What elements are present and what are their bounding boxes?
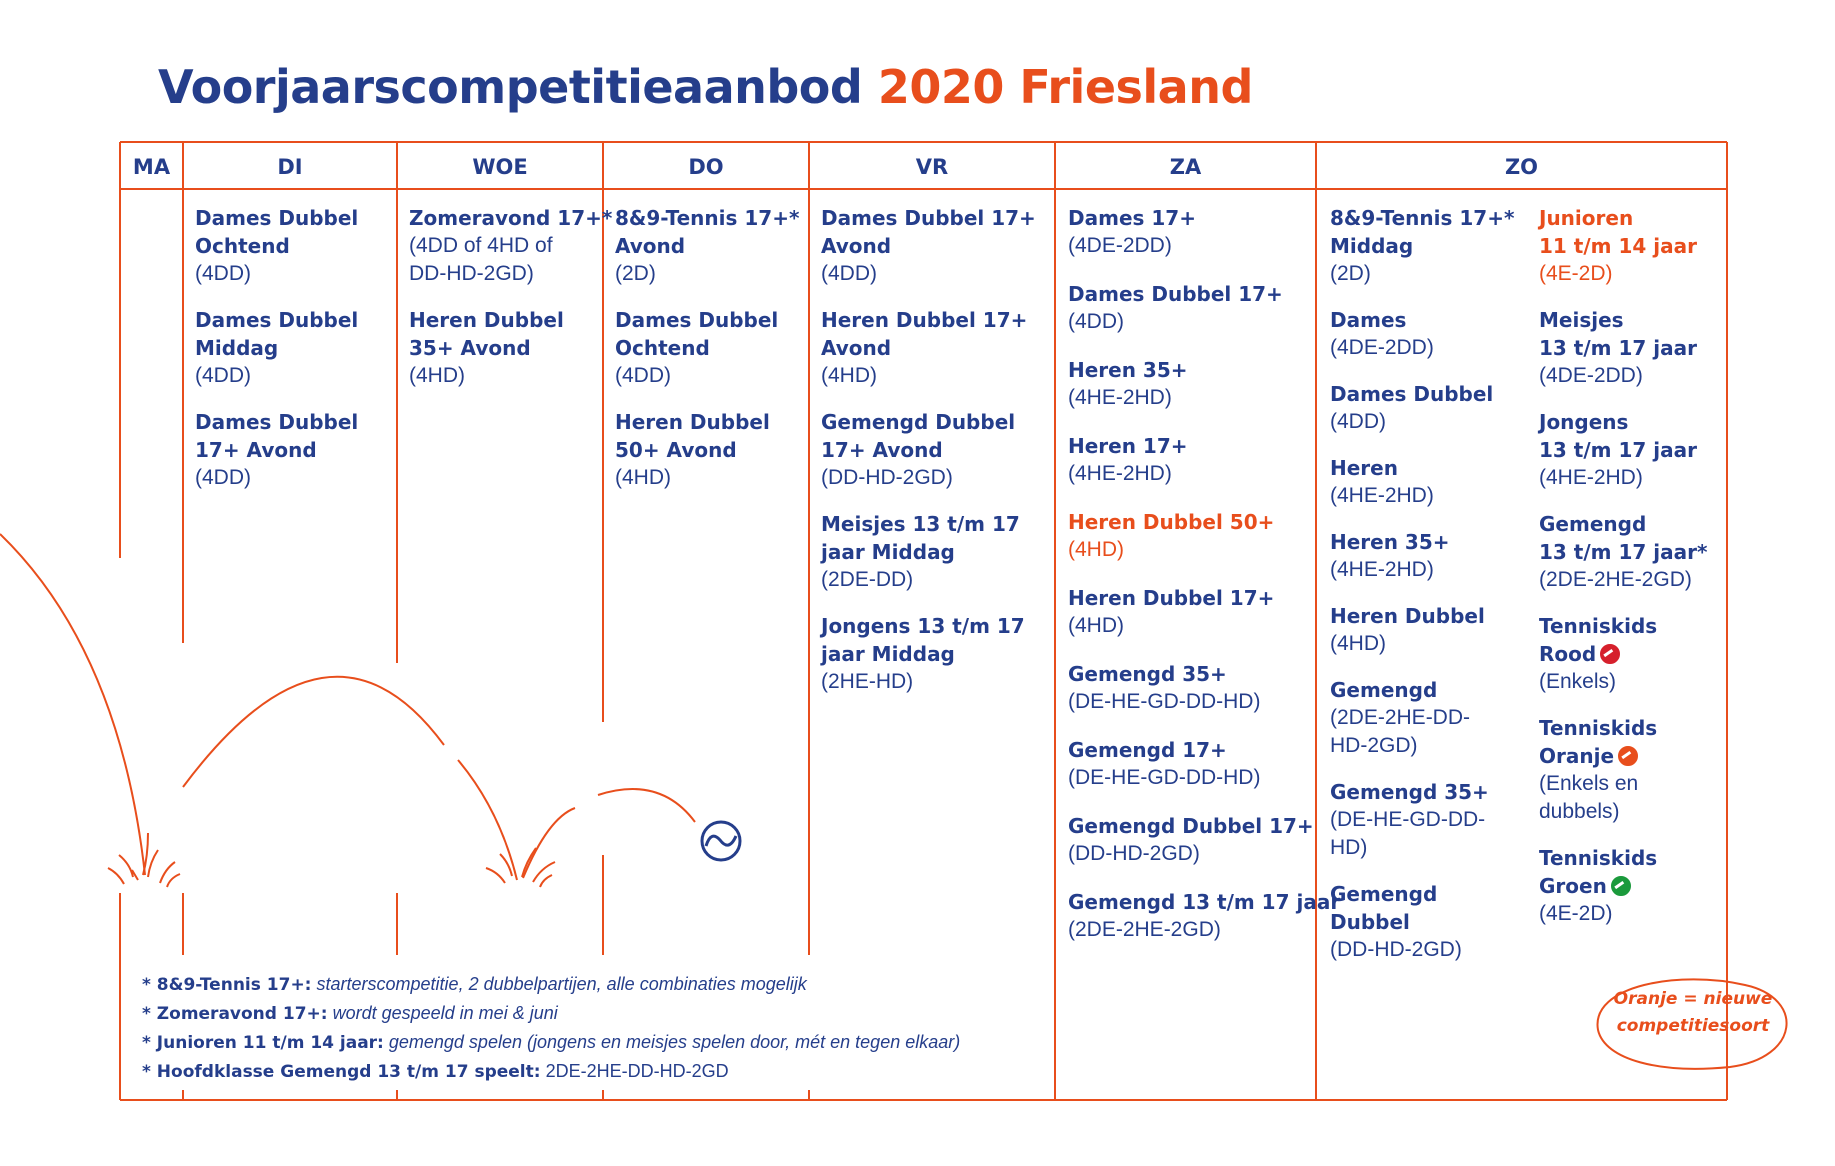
- red-tennis-ball-icon: [1600, 644, 1620, 664]
- competition-code: (4E-2D): [1539, 902, 1613, 925]
- competition-name-line-1: Meisjes: [1539, 308, 1624, 332]
- competition-code: (4DD): [195, 262, 251, 285]
- competition-name: Dames 17+: [1068, 206, 1196, 230]
- competition-entry: [409, 306, 603, 390]
- competition-entry: [1330, 306, 1525, 362]
- competition-name: Dames Dubbel 17+ Avond: [195, 410, 359, 462]
- competition-code-line-2: HD): [1330, 836, 1368, 859]
- competition-code: (4HE-2HD): [1068, 462, 1172, 485]
- competition-code-line-1: (DE-HE-GD-DD-: [1330, 808, 1486, 831]
- competition-name-line-1: Tenniskids: [1539, 614, 1658, 638]
- competition-code: (4HD): [821, 364, 877, 387]
- competition-name-line-1: Junioren: [1539, 206, 1634, 230]
- competition-name: Dames Dubbel Ochtend: [615, 308, 779, 360]
- competition-name: Heren 17+: [1068, 434, 1188, 458]
- competition-entry: [409, 204, 613, 288]
- competition-code: (4DE-2DD): [1068, 234, 1172, 257]
- competition-entry: [1330, 204, 1525, 288]
- competition-code: (2D): [615, 262, 656, 285]
- column-vr: [821, 204, 1053, 714]
- competition-entry: [615, 306, 809, 390]
- competition-entry: [1330, 528, 1525, 584]
- competition-code: (4HE-2HD): [1539, 466, 1643, 489]
- competition-entry-new: [1539, 204, 1725, 288]
- competition-entry: [1539, 612, 1725, 696]
- competition-name: Gemengd 35+: [1068, 662, 1227, 686]
- competition-code-line-2: dubbels): [1539, 800, 1620, 823]
- day-header-za: ZA: [1169, 155, 1202, 179]
- ball-trajectory-3: [458, 760, 517, 880]
- competition-entry: [1330, 454, 1525, 510]
- competition-name: Gemengd Dubbel 17+ Avond: [821, 410, 1016, 462]
- competition-name-line-1: Gemengd: [1330, 882, 1438, 906]
- competition-code: (4HE-2HD): [1330, 558, 1434, 581]
- competition-entry: [821, 204, 1053, 288]
- competition-code: (DD-HD-2GD): [1068, 842, 1200, 865]
- competition-entry: [1068, 584, 1314, 640]
- competition-entry: [1330, 602, 1525, 658]
- competition-code: (4HD): [1330, 632, 1386, 655]
- competition-name: Gemengd 17+: [1068, 738, 1227, 762]
- competition-name-line-2: Middag: [1330, 234, 1414, 258]
- competition-entry: [1068, 888, 1341, 944]
- competition-code-line-1: (Enkels en: [1539, 772, 1639, 795]
- competition-code-line-1: (4DD of 4HD of: [409, 234, 553, 257]
- footnote: * Zomeravond 17+: wordt gespeeld in mei & juni: [142, 1003, 558, 1024]
- competition-code: (4DD): [821, 262, 877, 285]
- competition-name: Heren Dubbel 35+ Avond: [409, 308, 564, 360]
- legend-line-1: Oranje = nieuwe: [1613, 989, 1773, 1009]
- footnote: * Junioren 11 t/m 14 jaar: gemengd spelen (jongens en meisjes spelen door, mét en tegen elkaar): [142, 1032, 961, 1053]
- competition-entry: [1539, 408, 1725, 492]
- competition-name-line-2: 13 t/m 17 jaar: [1539, 438, 1697, 462]
- competition-name: Gemengd 35+: [1330, 780, 1489, 804]
- competition-name: Meisjes 13 t/m 17 jaar Middag: [821, 512, 1020, 564]
- competition-name: Dames Dubbel 17+ Avond: [821, 206, 1036, 258]
- competition-name-line-2: 13 t/m 17 jaar: [1539, 336, 1697, 360]
- competition-code: (4DE-2DD): [1330, 336, 1434, 359]
- competition-entry: [615, 408, 809, 492]
- day-header-do: DO: [688, 155, 724, 179]
- competition-name: Heren Dubbel 17+ Avond: [821, 308, 1028, 360]
- column-di: [195, 204, 395, 510]
- competition-name-line-2: Rood: [1539, 640, 1725, 668]
- competition-name: Dames: [1330, 308, 1407, 332]
- competition-entry: [1068, 812, 1314, 868]
- competition-entry: [1539, 510, 1725, 594]
- competition-entry: [1330, 380, 1525, 436]
- competition-name: Dames Dubbel Middag: [195, 308, 359, 360]
- competition-entry: [195, 408, 395, 492]
- competition-code: (4HE-2HD): [1330, 484, 1434, 507]
- competition-name: Gemengd Dubbel 17+: [1068, 814, 1314, 838]
- competition-entry: [821, 510, 1053, 594]
- day-header-zo: ZO: [1504, 155, 1539, 179]
- competition-code: (4DD): [195, 364, 251, 387]
- competition-code: (4DD): [195, 466, 251, 489]
- competition-name: Gemengd 13 t/m 17 jaar: [1068, 890, 1341, 914]
- competition-name-line-1: Gemengd: [1539, 512, 1647, 536]
- competition-code-line-2: HD-2GD): [1330, 734, 1418, 757]
- day-header-di: DI: [277, 155, 303, 179]
- competition-code: (2DE-2HE-2GD): [1068, 918, 1221, 941]
- competition-name-line-1: Jongens: [1539, 410, 1629, 434]
- competition-code: (4HD): [1068, 538, 1124, 561]
- competition-name: 8&9-Tennis 17+* Avond: [615, 206, 800, 258]
- competition-code: (2DE-2HE-2GD): [1539, 568, 1692, 591]
- competition-entry: [1539, 714, 1725, 826]
- competition-code: (DD-HD-2GD): [821, 466, 953, 489]
- competition-entry: [821, 306, 1053, 390]
- competition-entry: [821, 612, 1053, 696]
- competition-entry: [195, 204, 395, 288]
- competition-code: (2HE-HD): [821, 670, 914, 693]
- competition-name: Heren Dubbel 50+: [1068, 510, 1275, 534]
- competition-name-line-2: 11 t/m 14 jaar: [1539, 234, 1697, 258]
- column-zo-right: [1539, 204, 1725, 946]
- column-za: [1068, 204, 1341, 964]
- bounce-mark-2: [486, 848, 555, 887]
- day-header-ma: MA: [132, 155, 171, 179]
- competition-name: Heren 35+: [1068, 358, 1188, 382]
- title-year-region: 2020 Friesland: [877, 60, 1253, 114]
- competition-entry: [1068, 280, 1314, 336]
- competition-entry: [1330, 778, 1525, 862]
- day-header-woe: WOE: [472, 155, 528, 179]
- competition-code: (DD-HD-2GD): [1330, 938, 1462, 961]
- competition-code: (Enkels): [1539, 670, 1617, 693]
- column-do: [615, 204, 809, 510]
- competition-entry: [195, 306, 395, 390]
- competition-entry: [1539, 844, 1725, 928]
- competition-name: Dames Dubbel Ochtend: [195, 206, 359, 258]
- competition-code: (2D): [1330, 262, 1371, 285]
- legend-new-competition: [1593, 986, 1793, 1040]
- footnote: * Hoofdklasse Gemengd 13 t/m 17 speelt: 2DE-2HE-DD-HD-2GD: [142, 1061, 729, 1082]
- competition-code: (4HD): [615, 466, 671, 489]
- competition-entry: [1068, 736, 1314, 792]
- orange-tennis-ball-icon: [1618, 746, 1638, 766]
- competition-name: Jongens 13 t/m 17 jaar Middag: [821, 614, 1025, 666]
- competition-entry: [1330, 676, 1525, 760]
- competition-name: Heren: [1330, 456, 1398, 480]
- competition-entry: [1068, 432, 1314, 488]
- competition-name-line-2: Groen: [1539, 872, 1725, 900]
- competition-code: (2DE-DD): [821, 568, 914, 591]
- ball-trajectory-5: [598, 789, 695, 822]
- footnote: * 8&9-Tennis 17+: starterscompetitie, 2 dubbelpartijen, alle combinaties mogelijk: [142, 974, 807, 995]
- column-woe: [409, 204, 613, 408]
- competition-code: (4HD): [1068, 614, 1124, 637]
- competition-entry-new: [1068, 508, 1314, 564]
- competition-name: Gemengd: [1330, 678, 1438, 702]
- competition-code: (4HE-2HD): [1068, 386, 1172, 409]
- competition-name: Heren Dubbel 17+: [1068, 586, 1275, 610]
- ball-trajectory-2: [183, 677, 444, 787]
- competition-name: Dames Dubbel 17+: [1068, 282, 1283, 306]
- ball-trajectory-1: [0, 534, 145, 875]
- competition-code-line-2: DD-HD-2GD): [409, 262, 534, 285]
- competition-name-line-2: Oranje: [1539, 742, 1725, 770]
- footnotes: [142, 970, 960, 1086]
- competition-code: (DE-HE-GD-DD-HD): [1068, 690, 1261, 713]
- competition-name-line-2: 13 t/m 17 jaar*: [1539, 540, 1708, 564]
- green-tennis-ball-icon: [1611, 876, 1631, 896]
- competition-name: Zomeravond 17+*: [409, 206, 613, 230]
- competition-entry: [1330, 880, 1525, 964]
- competition-name: Heren Dubbel 50+ Avond: [615, 410, 770, 462]
- competition-code: (4DD): [1068, 310, 1124, 333]
- ball-trajectory-4: [523, 808, 575, 878]
- competition-name: Heren 35+: [1330, 530, 1450, 554]
- competition-code: (4DE-2DD): [1539, 364, 1643, 387]
- competition-name-line-1: Tenniskids: [1539, 716, 1658, 740]
- competition-entry: [1539, 306, 1725, 390]
- competition-code: (4DD): [1330, 410, 1386, 433]
- title-main: Voorjaarscompetitieaanbod: [158, 60, 863, 114]
- competition-code: (DE-HE-GD-DD-HD): [1068, 766, 1261, 789]
- competition-entry: [615, 204, 809, 288]
- tennis-ball-icon: [702, 822, 740, 860]
- competition-entry: [1068, 356, 1314, 412]
- competition-name: Dames Dubbel: [1330, 382, 1494, 406]
- day-header-vr: VR: [915, 155, 949, 179]
- competition-code-line-1: (2DE-2HE-DD-: [1330, 706, 1471, 729]
- competition-code: (4E-2D): [1539, 262, 1613, 285]
- competition-code: (4HD): [409, 364, 465, 387]
- column-zo-left: [1330, 204, 1525, 982]
- competition-name-line-1: 8&9-Tennis 17+*: [1330, 206, 1515, 230]
- competition-name-line-2: Dubbel: [1330, 910, 1410, 934]
- competition-entry: [1068, 204, 1314, 260]
- competition-name-line-1: Tenniskids: [1539, 846, 1658, 870]
- competition-entry: [1068, 660, 1314, 716]
- competition-entry: [821, 408, 1053, 492]
- competition-code: (4DD): [615, 364, 671, 387]
- competition-name: Heren Dubbel: [1330, 604, 1485, 628]
- legend-line-2: competitiesoort: [1616, 1016, 1770, 1036]
